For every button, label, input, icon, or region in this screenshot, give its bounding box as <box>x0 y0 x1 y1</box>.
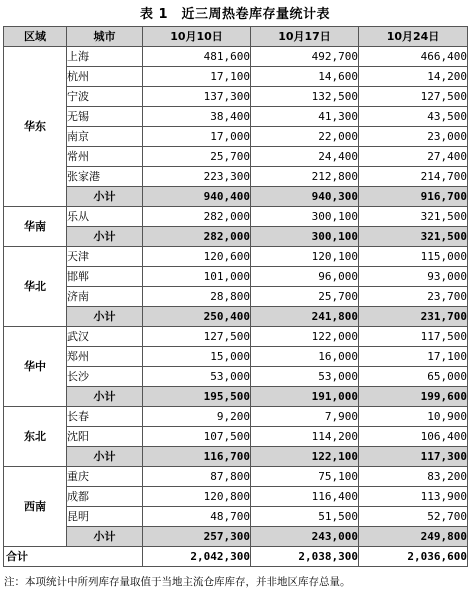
value-cell: 48,700 <box>143 507 251 527</box>
header-city: 城市 <box>67 27 143 47</box>
table-row <box>4 367 468 387</box>
city-cell: 郑州 <box>67 347 143 367</box>
header-row <box>4 27 468 47</box>
subtotal-value: 940,300 <box>251 187 359 207</box>
city-cell: 长春 <box>67 407 143 427</box>
region-cell: 华北 <box>4 247 67 327</box>
subtotal-value: 117,300 <box>359 447 468 467</box>
inventory-table <box>3 26 468 567</box>
value-cell: 15,000 <box>143 347 251 367</box>
value-cell: 53,000 <box>143 367 251 387</box>
value-cell: 7,900 <box>251 407 359 427</box>
value-cell: 51,500 <box>251 507 359 527</box>
value-cell: 25,700 <box>143 147 251 167</box>
subtotal-row <box>4 447 468 467</box>
table-row <box>4 287 468 307</box>
subtotal-value: 250,400 <box>143 307 251 327</box>
city-cell: 无锡 <box>67 107 143 127</box>
subtotal-value: 321,500 <box>359 227 468 247</box>
subtotal-row <box>4 227 468 247</box>
table-row <box>4 507 468 527</box>
table-row <box>4 327 468 347</box>
subtotal-value: 191,000 <box>251 387 359 407</box>
subtotal-value: 195,500 <box>143 387 251 407</box>
value-cell: 127,500 <box>359 87 468 107</box>
subtotal-value: 122,100 <box>251 447 359 467</box>
subtotal-value: 199,600 <box>359 387 468 407</box>
value-cell: 137,300 <box>143 87 251 107</box>
city-cell: 重庆 <box>67 467 143 487</box>
value-cell: 52,700 <box>359 507 468 527</box>
total-value: 2,036,600 <box>359 547 468 567</box>
value-cell: 27,400 <box>359 147 468 167</box>
value-cell: 106,400 <box>359 427 468 447</box>
city-cell: 上海 <box>67 47 143 67</box>
value-cell: 93,000 <box>359 267 468 287</box>
value-cell: 17,100 <box>143 67 251 87</box>
footnote: 注：本项统计中所列库存量取值于当地主流仓库库存，并非地区库存总量。 <box>4 576 351 588</box>
value-cell: 16,000 <box>251 347 359 367</box>
total-label: 合计 <box>4 547 143 567</box>
subtotal-value: 300,100 <box>251 227 359 247</box>
header-date-3: 10月24日 <box>359 27 468 47</box>
value-cell: 120,100 <box>251 247 359 267</box>
value-cell: 120,800 <box>143 487 251 507</box>
subtotal-value: 241,800 <box>251 307 359 327</box>
city-cell: 杭州 <box>67 67 143 87</box>
total-value: 2,042,300 <box>143 547 251 567</box>
value-cell: 53,000 <box>251 367 359 387</box>
value-cell: 28,800 <box>143 287 251 307</box>
city-cell: 邯郸 <box>67 267 143 287</box>
value-cell: 83,200 <box>359 467 468 487</box>
table-row <box>4 127 468 147</box>
value-cell: 212,800 <box>251 167 359 187</box>
city-cell: 昆明 <box>67 507 143 527</box>
value-cell: 41,300 <box>251 107 359 127</box>
value-cell: 127,500 <box>143 327 251 347</box>
region-cell: 西南 <box>4 467 67 547</box>
header-date-2: 10月17日 <box>251 27 359 47</box>
subtotal-row <box>4 527 468 547</box>
value-cell: 87,800 <box>143 467 251 487</box>
city-cell: 成都 <box>67 487 143 507</box>
region-cell: 东北 <box>4 407 67 467</box>
city-cell: 张家港 <box>67 167 143 187</box>
value-cell: 14,200 <box>359 67 468 87</box>
city-cell: 乐从 <box>67 207 143 227</box>
region-cell: 华东 <box>4 47 67 207</box>
value-cell: 65,000 <box>359 367 468 387</box>
value-cell: 120,600 <box>143 247 251 267</box>
subtotal-row <box>4 187 468 207</box>
city-cell: 常州 <box>67 147 143 167</box>
value-cell: 132,500 <box>251 87 359 107</box>
table-row <box>4 147 468 167</box>
header-region: 区域 <box>4 27 67 47</box>
table-row <box>4 407 468 427</box>
subtotal-value: 249,800 <box>359 527 468 547</box>
city-cell: 济南 <box>67 287 143 307</box>
table-row <box>4 347 468 367</box>
city-cell: 沈阳 <box>67 427 143 447</box>
table-row <box>4 207 468 227</box>
value-cell: 113,900 <box>359 487 468 507</box>
value-cell: 25,700 <box>251 287 359 307</box>
value-cell: 43,500 <box>359 107 468 127</box>
city-cell: 长沙 <box>67 367 143 387</box>
table-row <box>4 87 468 107</box>
subtotal-label: 小计 <box>67 387 143 407</box>
subtotal-label: 小计 <box>67 187 143 207</box>
value-cell: 9,200 <box>143 407 251 427</box>
table-row <box>4 247 468 267</box>
subtotal-value: 243,000 <box>251 527 359 547</box>
subtotal-value: 231,700 <box>359 307 468 327</box>
region-cell: 华中 <box>4 327 67 407</box>
table-row <box>4 267 468 287</box>
value-cell: 214,700 <box>359 167 468 187</box>
region-cell: 华南 <box>4 207 67 247</box>
city-cell: 天津 <box>67 247 143 267</box>
value-cell: 14,600 <box>251 67 359 87</box>
subtotal-value: 257,300 <box>143 527 251 547</box>
city-cell: 宁波 <box>67 87 143 107</box>
total-row <box>4 547 468 567</box>
value-cell: 223,300 <box>143 167 251 187</box>
value-cell: 300,100 <box>251 207 359 227</box>
header-date-1: 10月10日 <box>143 27 251 47</box>
table-row <box>4 47 468 67</box>
value-cell: 117,500 <box>359 327 468 347</box>
value-cell: 23,000 <box>359 127 468 147</box>
value-cell: 24,400 <box>251 147 359 167</box>
subtotal-value: 116,700 <box>143 447 251 467</box>
value-cell: 466,400 <box>359 47 468 67</box>
table-row <box>4 487 468 507</box>
table-row <box>4 167 468 187</box>
value-cell: 101,000 <box>143 267 251 287</box>
table-body <box>4 47 468 547</box>
total-value: 2,038,300 <box>251 547 359 567</box>
subtotal-label: 小计 <box>67 527 143 547</box>
value-cell: 23,700 <box>359 287 468 307</box>
value-cell: 115,000 <box>359 247 468 267</box>
table-title: 表 1 近三周热卷库存量统计表 <box>139 7 331 22</box>
value-cell: 116,400 <box>251 487 359 507</box>
value-cell: 481,600 <box>143 47 251 67</box>
subtotal-row <box>4 387 468 407</box>
value-cell: 75,100 <box>251 467 359 487</box>
value-cell: 122,000 <box>251 327 359 347</box>
subtotal-value: 916,700 <box>359 187 468 207</box>
value-cell: 492,700 <box>251 47 359 67</box>
value-cell: 96,000 <box>251 267 359 287</box>
value-cell: 10,900 <box>359 407 468 427</box>
value-cell: 17,000 <box>143 127 251 147</box>
value-cell: 282,000 <box>143 207 251 227</box>
city-cell: 南京 <box>67 127 143 147</box>
subtotal-row <box>4 307 468 327</box>
value-cell: 38,400 <box>143 107 251 127</box>
city-cell: 武汉 <box>67 327 143 347</box>
subtotal-label: 小计 <box>67 307 143 327</box>
value-cell: 114,200 <box>251 427 359 447</box>
subtotal-label: 小计 <box>67 447 143 467</box>
value-cell: 107,500 <box>143 427 251 447</box>
value-cell: 17,100 <box>359 347 468 367</box>
value-cell: 22,000 <box>251 127 359 147</box>
subtotal-label: 小计 <box>67 227 143 247</box>
value-cell: 321,500 <box>359 207 468 227</box>
subtotal-value: 940,400 <box>143 187 251 207</box>
table-row <box>4 467 468 487</box>
table-row <box>4 67 468 87</box>
table-row <box>4 427 468 447</box>
table-row <box>4 107 468 127</box>
subtotal-value: 282,000 <box>143 227 251 247</box>
